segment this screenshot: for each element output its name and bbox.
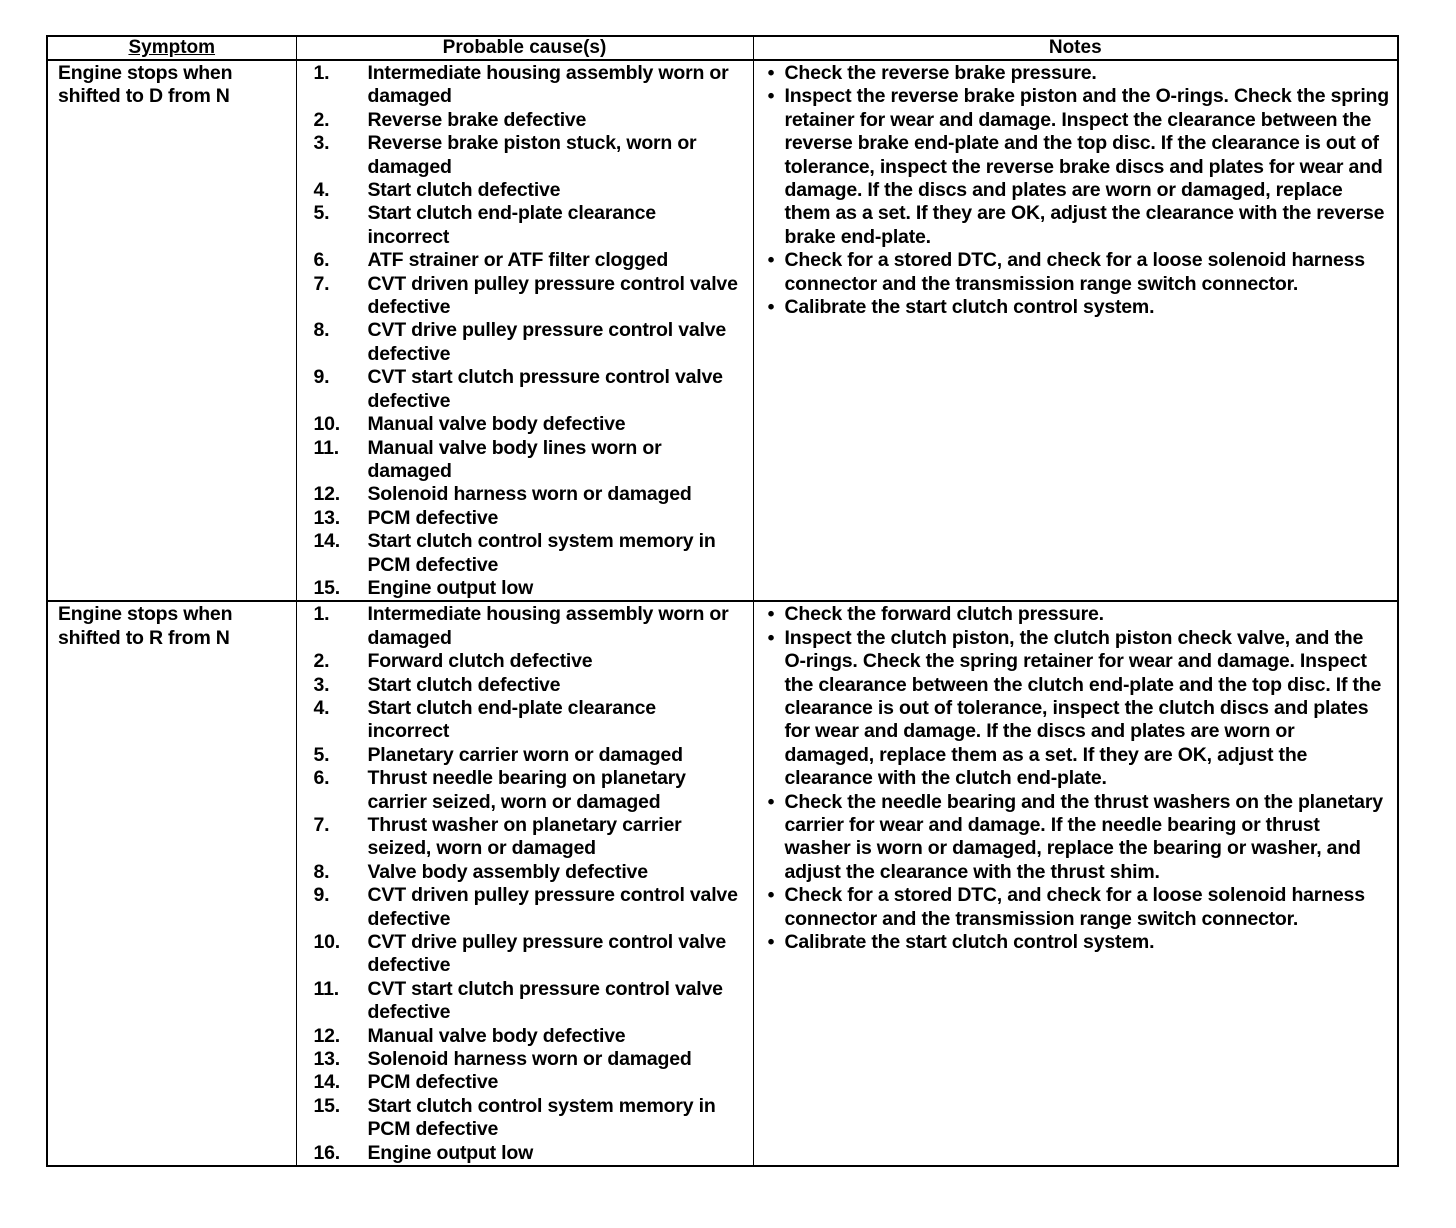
bullet-icon: • (767, 931, 775, 954)
cause-number: 12. (313, 1024, 341, 1047)
cause-text: Manual valve body defective (367, 1024, 626, 1047)
bullet-icon: • (767, 85, 775, 108)
note-list-item (754, 85, 1390, 249)
table-row (47, 60, 1398, 601)
cause-text: CVT drive pulley pressure control valve defective (367, 931, 727, 977)
note-text: Check the needle bearing and the thrust washers on the planetary carrier for wear and damage. If the needle bearing or thrust washer is worn or damaged, replace the bearing or washer, and adjust the clearance with the thrust shim. (784, 790, 1383, 883)
cause-text: CVT driven pulley pressure control valve defective (367, 272, 738, 319)
note-text: Check for a stored DTC, and check for a loose solenoid harness connector and the transmission range switch connector. (784, 884, 1365, 930)
cause-list-item (297, 319, 753, 366)
troubleshooting-table (46, 35, 1399, 1167)
cause-list-item (297, 179, 753, 202)
cause-number: 2. (313, 108, 330, 131)
cause-list-item (297, 931, 753, 978)
note-list-item (754, 627, 1390, 791)
symptom-cell (47, 60, 296, 601)
note-text: Check for a stored DTC, and check for a loose solenoid harness connector and the transmission range switch connector. (784, 249, 1365, 295)
cause-list-item (297, 507, 753, 530)
cause-text: CVT driven pulley pressure control valve defective (367, 884, 738, 930)
cause-list-item (297, 1142, 753, 1165)
cause-list-item (297, 1095, 753, 1142)
cause-number: 15. (313, 1094, 341, 1117)
cause-number: 9. (313, 884, 330, 907)
cause-number: 8. (313, 319, 330, 342)
note-text: Check the forward clutch pressure. (784, 603, 1104, 626)
cause-number: 16. (313, 1141, 341, 1164)
cause-list-item (297, 603, 753, 650)
bullet-icon: • (767, 249, 775, 272)
bullet-icon: • (767, 603, 775, 626)
cause-number: 10. (313, 413, 341, 436)
note-list-item (754, 296, 1390, 319)
cause-list-item (297, 437, 753, 484)
cause-text: Start clutch control system memory in PCM defective (367, 530, 716, 576)
cause-text: Start clutch defective (367, 673, 561, 696)
cause-number: 7. (313, 272, 330, 295)
cause-list-item (297, 249, 753, 272)
cause-number: 8. (313, 860, 330, 883)
cause-list-item (297, 861, 753, 884)
cause-list-item (297, 697, 753, 744)
cause-text: PCM defective (367, 1071, 499, 1094)
cause-list-item (297, 978, 753, 1025)
cause-number: 7. (313, 814, 330, 836)
cause-list-item (297, 1048, 753, 1071)
cause-list-item (297, 884, 753, 931)
cause-text: Intermediate housing assembly worn or damaged (367, 62, 729, 108)
cause-text: Start clutch defective (367, 179, 561, 202)
note-list-item (754, 62, 1390, 85)
cause-list-item (297, 530, 753, 577)
note-text: Calibrate the start clutch control system. (784, 296, 1155, 319)
cause-text: Manual valve body defective (367, 413, 626, 436)
note-text: Check the reverse brake pressure. (784, 62, 1097, 84)
cause-number: 15. (313, 576, 341, 599)
cause-number: 3. (313, 132, 330, 155)
cause-list-item (297, 577, 753, 600)
probable-causes-cell (296, 601, 753, 1166)
cause-text: Engine output low (367, 576, 534, 599)
cause-text: Start clutch end-plate clearance incorrect (367, 202, 656, 248)
cause-list-item (297, 366, 753, 413)
cause-number: 5. (313, 202, 330, 225)
symptom-cell (47, 601, 296, 1166)
symptom-text: Engine stops when (58, 62, 233, 84)
note-list-item (754, 931, 1390, 954)
header-row (47, 36, 1398, 60)
cause-number: 13. (313, 1048, 341, 1071)
cause-list-item (297, 1071, 753, 1094)
note-list-item (754, 249, 1390, 296)
cause-list-item (297, 1025, 753, 1048)
cause-list-item (297, 483, 753, 506)
bullet-icon: • (767, 790, 775, 813)
cause-list-item (297, 413, 753, 436)
cause-number: 10. (313, 931, 341, 954)
header-notes: Notes (753, 36, 1398, 60)
note-list-item (754, 791, 1390, 885)
bullet-icon: • (767, 626, 775, 649)
cause-text: PCM defective (367, 506, 499, 529)
cause-number: 12. (313, 483, 341, 506)
probable-causes-cell (296, 60, 753, 601)
notes-cell (753, 601, 1398, 1166)
cause-number: 1. (313, 603, 330, 626)
cause-list-item (297, 132, 753, 179)
cause-text: Start clutch control system memory in PCM defective (367, 1094, 716, 1141)
header-symptom: Symptom (47, 36, 296, 60)
cause-number: 11. (313, 436, 339, 459)
cause-text: Thrust washer on planetary carrier seized, worn or damaged (367, 814, 682, 860)
notes-cell (753, 60, 1398, 601)
cause-list-item (297, 62, 753, 109)
cause-text: Engine output low (367, 1141, 534, 1164)
cause-list-item (297, 674, 753, 697)
cause-text: Solenoid harness worn or damaged (367, 1048, 692, 1071)
symptom-text: Engine stops when (58, 603, 233, 626)
bullet-icon: • (767, 296, 775, 319)
cause-number: 11. (313, 977, 339, 1000)
cause-number: 9. (313, 366, 330, 389)
cause-number: 6. (313, 767, 330, 790)
header-probable-causes: Probable cause(s) (296, 36, 753, 60)
cause-text: Reverse brake piston stuck, worn or damaged (367, 132, 697, 178)
cause-list-item (297, 814, 753, 861)
cause-text: Manual valve body lines worn or damaged (367, 436, 662, 482)
cause-text: Valve body assembly defective (367, 860, 648, 883)
symptom-text: shifted to D from N (58, 85, 230, 108)
cause-number: 14. (313, 530, 341, 553)
cause-number: 14. (313, 1071, 341, 1094)
table-row (47, 601, 1398, 1166)
cause-text: ATF strainer or ATF filter clogged (367, 249, 669, 272)
cause-number: 13. (313, 506, 341, 529)
note-text: Calibrate the start clutch control system. (784, 931, 1155, 954)
bullet-icon: • (767, 62, 775, 84)
cause-list-item (297, 650, 753, 673)
cause-text: CVT start clutch pressure control valve defective (367, 366, 723, 412)
note-list-item (754, 603, 1390, 626)
cause-list-item (297, 202, 753, 249)
cause-text: Forward clutch defective (367, 650, 593, 673)
cause-list-item (297, 767, 753, 814)
cause-text: CVT drive pulley pressure control valve defective (367, 319, 727, 365)
cause-number: 6. (313, 249, 330, 272)
cause-list-item (297, 273, 753, 320)
cause-text: Solenoid harness worn or damaged (367, 483, 692, 506)
cause-number: 4. (313, 179, 330, 202)
cause-number: 1. (313, 62, 330, 84)
cause-text: Reverse brake defective (367, 108, 587, 131)
symptom-text: shifted to R from N (58, 626, 230, 649)
cause-text: Start clutch end-plate clearance incorrect (367, 696, 656, 743)
cause-text: Intermediate housing assembly worn or damaged (367, 603, 729, 649)
note-text: Inspect the reverse brake piston and the O-rings. Check the spring retainer for wear and damage. Inspect the clearance between the reverse brake end-plate and the top disc. If the clearance is out of tolerance, inspect the reverse brake discs and plates for wear and damage. If the discs and plates are worn or damaged, replace them as a set. If they are OK, adjust the clearance with the reverse brake end-plate. (784, 85, 1389, 248)
cause-list-item (297, 744, 753, 767)
cause-list-item (297, 109, 753, 132)
cause-number: 4. (313, 696, 330, 719)
bullet-icon: • (767, 884, 775, 907)
cause-number: 3. (313, 673, 330, 696)
cause-text: Thrust needle bearing on planetary carrier seized, worn or damaged (367, 767, 686, 813)
cause-number: 5. (313, 743, 330, 766)
cause-text: CVT start clutch pressure control valve defective (367, 977, 723, 1024)
cause-text: Planetary carrier worn or damaged (367, 743, 683, 766)
note-list-item (754, 884, 1390, 931)
cause-number: 2. (313, 650, 330, 673)
note-text: Inspect the clutch piston, the clutch piston check valve, and the O-rings. Check the spring retainer for wear and damage. Inspect the clearance between the clutch end-plate and the top disc. If the clearance is out of tolerance, inspect the clutch discs and plates for wear and damage. If the discs and plates are worn or damaged, replace them as a set. If they are OK, adjust the clearance with the clutch end-plate. (784, 626, 1382, 790)
